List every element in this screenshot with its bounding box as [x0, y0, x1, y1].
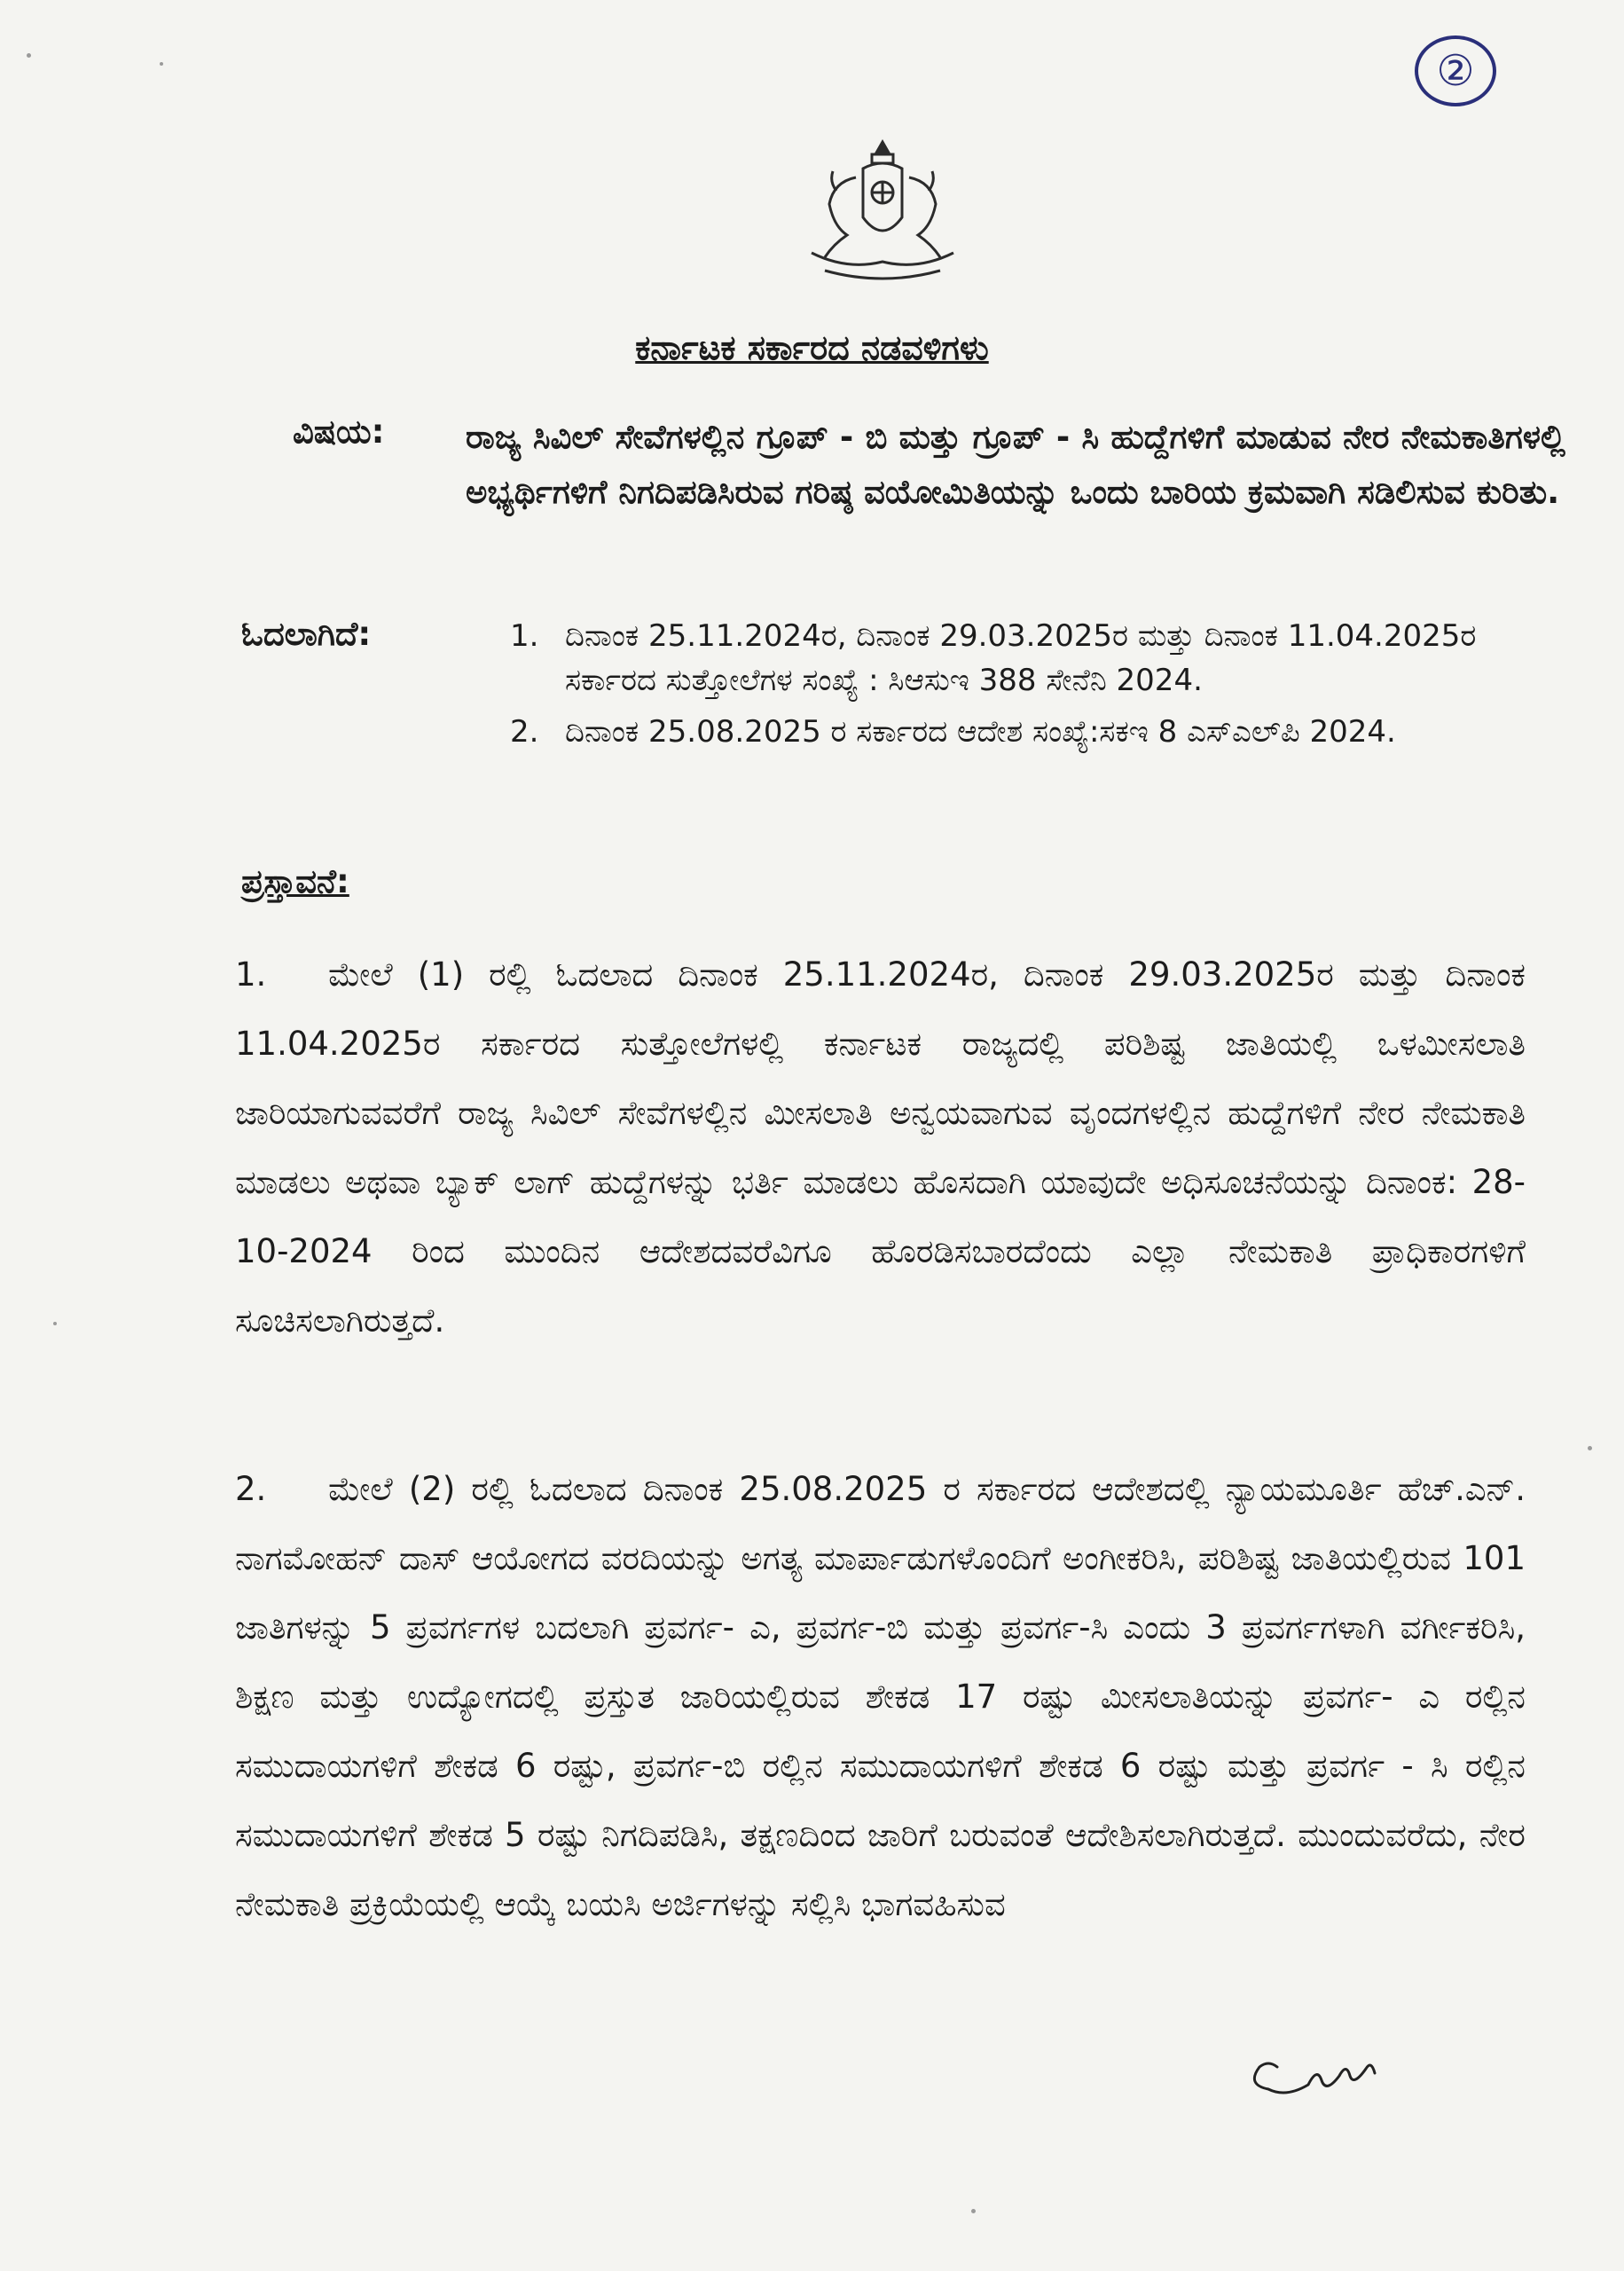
- handwritten-page-number: ②: [1415, 35, 1496, 106]
- scan-speck: [1588, 1446, 1592, 1450]
- scan-speck: [971, 2209, 976, 2213]
- paragraph-1: [235, 940, 1526, 1356]
- reference-item: [510, 614, 1477, 703]
- scan-speck: [53, 1322, 57, 1325]
- references-list: [510, 614, 1477, 761]
- paragraph-number: 2.: [235, 1470, 267, 1508]
- scan-speck: [160, 62, 163, 66]
- reference-number: 1.: [510, 618, 539, 654]
- references-label: ಓದಲಾಗಿದೆ:: [241, 615, 372, 653]
- reference-number: 2.: [510, 714, 539, 750]
- paragraph-2: [235, 1455, 1526, 1939]
- preamble-label: ಪ್ರಸ್ತಾವನೆ:: [241, 862, 349, 900]
- karnataka-emblem-icon: [794, 138, 971, 284]
- signature-mark: [1233, 2049, 1410, 2111]
- paragraph-text: ಮೇಲೆ (2) ರಲ್ಲಿ ಓದಲಾದ ದಿನಾಂಕ 25.08.2025 ರ ಸರ್ಕಾರದ ಆದೇಶದಲ್ಲಿ ನ್ಯಾಯಮೂರ್ತಿ ಹೆಚ್.ಎನ್. ನಾಗಮೋಹನ್ ದಾಸ್ ಆಯೋಗದ ವರದಿಯನ್ನು ಅಗತ್ಯ ಮಾರ್ಪಾಡುಗಳೊಂದಿಗೆ ಅಂಗೀಕರಿಸಿ, ಪರಿಶಿಷ್ಟ ಜಾತಿಯಲ್ಲಿರುವ 101 ಜಾತಿಗಳನ್ನು 5 ಪ್ರವರ್ಗಗಳ ಬದಲಾಗಿ ಪ್ರವರ್ಗ- ಎ, ಪ್ರವರ್ಗ-ಬಿ ಮತ್ತು ಪ್ರವರ್ಗ-ಸಿ ಎಂದು 3 ಪ್ರವರ್ಗಗಳಾಗಿ ವರ್ಗೀಕರಿಸಿ, ಶಿಕ್ಷಣ ಮತ್ತು ಉದ್ಯೋಗದಲ್ಲಿ ಪ್ರಸ್ತುತ ಜಾರಿಯಲ್ಲಿರುವ ಶೇಕಡ 17 ರಷ್ಟು ಮೀಸಲಾತಿಯನ್ನು ಪ್ರವರ್ಗ- ಎ ರಲ್ಲಿನ ಸಮುದಾಯಗಳಿಗೆ ಶೇಕಡ 6 ರಷ್ಟು, ಪ್ರವರ್ಗ-ಬಿ ರಲ್ಲಿನ ಸಮುದಾಯಗಳಿಗೆ ಶೇಕಡ 6 ರಷ್ಟು ಮತ್ತು ಪ್ರವರ್ಗ - ಸಿ ರಲ್ಲಿನ ಸಮುದಾಯಗಳಿಗೆ ಶೇಕಡ 5 ರಷ್ಟು ನಿಗದಿಪಡಿಸಿ, ತಕ್ಷಣದಿಂದ ಜಾರಿಗೆ ಬರುವಂತೆ ಆದೇಶಿಸಲಾಗಿರುತ್ತದೆ. ಮುಂದುವರೆದು, ನೇರ ನೇಮಕಾತಿ ಪ್ರಕ್ರಿಯೆಯಲ್ಲಿ ಆಯ್ಕೆ ಬಯಸಿ ಅರ್ಜಿಗಳನ್ನು ಸಲ್ಲಿಸಿ ಭಾಗವಹಿಸುವ: [235, 1470, 1526, 1923]
- subject-label: ವಿಷಯ:: [293, 413, 385, 451]
- subject-text: ರಾಜ್ಯ ಸಿವಿಲ್ ಸೇವೆಗಳಲ್ಲಿನ ಗ್ರೂಪ್ - ಬಿ ಮತ್ತು ಗ್ರೂಪ್ - ಸಿ ಹುದ್ದೆಗಳಿಗೆ ಮಾಡುವ ನೇರ ನೇಮಕಾತಿಗಳಲ್ಲಿ ಅಭ್ಯರ್ಥಿಗಳಿಗೆ ನಿಗದಿಪಡಿಸಿರುವ ಗರಿಷ್ಠ ವಯೋಮಿತಿಯನ್ನು ಒಂದು ಬಾರಿಯ ಕ್ರಮವಾಗಿ ಸಡಿಲಿಸುವ ಕುರಿತು.: [466, 418, 1565, 511]
- paragraph-number: 1.: [235, 955, 267, 994]
- paragraph-text: ಮೇಲೆ (1) ರಲ್ಲಿ ಓದಲಾದ ದಿನಾಂಕ 25.11.2024ರ, ದಿನಾಂಕ 29.03.2025ರ ಮತ್ತು ದಿನಾಂಕ 11.04.2025ರ ಸರ್ಕಾರದ ಸುತ್ತೋಲೆಗಳಲ್ಲಿ ಕರ್ನಾಟಕ ರಾಜ್ಯದಲ್ಲಿ ಪರಿಶಿಷ್ಟ ಜಾತಿಯಲ್ಲಿ ಒಳಮೀಸಲಾತಿ ಜಾರಿಯಾಗುವವರೆಗೆ ರಾಜ್ಯ ಸಿವಿಲ್ ಸೇವೆಗಳಲ್ಲಿನ ಮೀಸಲಾತಿ ಅನ್ವಯವಾಗುವ ವೃಂದಗಳಲ್ಲಿನ ಹುದ್ದೆಗಳಿಗೆ ನೇರ ನೇಮಕಾತಿ ಮಾಡಲು ಅಥವಾ ಬ್ಯಾಕ್ ಲಾಗ್ ಹುದ್ದೆಗಳನ್ನು ಭರ್ತಿ ಮಾಡಲು ಹೊಸದಾಗಿ ಯಾವುದೇ ಅಧಿಸೂಚನೆಯನ್ನು ದಿನಾಂಕ: 28-10-2024 ರಿಂದ ಮುಂದಿನ ಆದೇಶದವರೆವಿಗೂ ಹೊರಡಿಸಬಾರದೆಂದು ಎಲ್ಲಾ ನೇಮಕಾತಿ ಪ್ರಾಧಿಕಾರಗಳಿಗೆ ಸೂಚಿಸಲಾಗಿರುತ್ತದೆ.: [235, 955, 1526, 1340]
- reference-text: ದಿನಾಂಕ 25.11.2024ರ, ದಿನಾಂಕ 29.03.2025ರ ಮತ್ತು ದಿನಾಂಕ 11.04.2025ರ ಸರ್ಕಾರದ ಸುತ್ತೋಲೆಗಳ ಸಂಖ್ಯೆ : ಸಿಆಸುಇ 388 ಸೇನೆನಿ 2024.: [565, 618, 1477, 698]
- scan-speck: [27, 53, 31, 58]
- reference-item: [510, 710, 1477, 754]
- document-heading: ಕರ್ನಾಟಕ ಸರ್ಕಾರದ ನಡವಳಿಗಳು: [635, 328, 989, 367]
- reference-text: ದಿನಾಂಕ 25.08.2025 ರ ಸರ್ಕಾರದ ಆದೇಶ ಸಂಖ್ಯೆ:ಸಕಇ 8 ಎಸ್‌ಎಲ್‌ಪಿ 2024.: [565, 714, 1396, 750]
